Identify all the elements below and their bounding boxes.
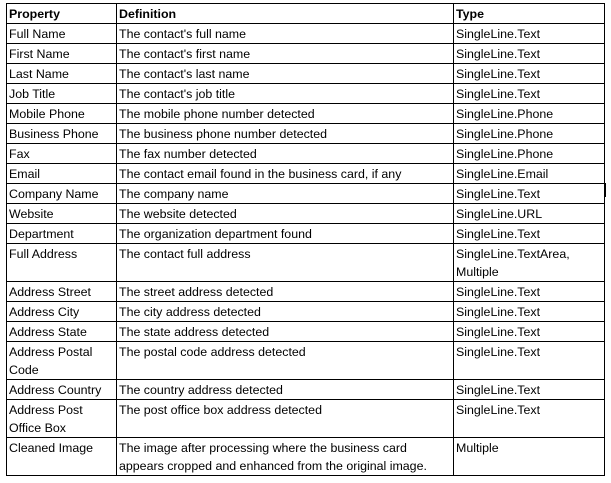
cell-definition: The city address detected <box>117 302 454 322</box>
cell-property: Address City <box>7 302 117 322</box>
cell-property: Business Phone <box>7 124 117 144</box>
cell-type: SingleLine.Phone <box>454 104 605 124</box>
table-row <box>7 124 605 144</box>
cell-definition: The fax number detected <box>117 144 454 164</box>
table-row <box>7 144 605 164</box>
table-row <box>7 322 605 342</box>
table-row <box>7 184 605 204</box>
cell-property: Address Country <box>7 380 117 400</box>
cell-property: Department <box>7 224 117 244</box>
cell-type: SingleLine.Text <box>454 282 605 302</box>
properties-table <box>6 3 605 476</box>
cell-definition: The contact's first name <box>117 44 454 64</box>
cell-type: SingleLine.Text <box>454 84 605 104</box>
cell-property: Mobile Phone <box>7 104 117 124</box>
header-definition: Definition <box>117 4 454 24</box>
cell-type: SingleLine.Text <box>454 24 605 44</box>
cell-type: SingleLine.Email <box>454 164 605 184</box>
cell-property: Address Street <box>7 282 117 302</box>
table-row <box>7 400 605 438</box>
cell-type: SingleLine.URL <box>454 204 605 224</box>
cell-property: Last Name <box>7 64 117 84</box>
cell-definition: The contact's last name <box>117 64 454 84</box>
cell-type: SingleLine.TextArea, Multiple <box>454 244 605 282</box>
cell-definition: The postal code address detected <box>117 342 454 380</box>
table-row <box>7 302 605 322</box>
table-row <box>7 44 605 64</box>
cell-property: First Name <box>7 44 117 64</box>
table-row <box>7 84 605 104</box>
table-row <box>7 438 605 476</box>
cell-property: Job Title <box>7 84 117 104</box>
table-row <box>7 104 605 124</box>
cell-definition: The state address detected <box>117 322 454 342</box>
table-row <box>7 282 605 302</box>
cell-definition: The contact's job title <box>117 84 454 104</box>
header-property: Property <box>7 4 117 24</box>
cell-type: Multiple <box>454 438 605 476</box>
cell-property: Email <box>7 164 117 184</box>
table-row <box>7 224 605 244</box>
cell-definition: The contact email found in the business card, if any <box>117 164 454 184</box>
table-row <box>7 204 605 224</box>
cell-property: Address State <box>7 322 117 342</box>
table-row <box>7 164 605 184</box>
table-row <box>7 244 605 282</box>
cell-type: SingleLine.Text <box>454 302 605 322</box>
cell-type: SingleLine.Text <box>454 400 605 438</box>
cell-type: SingleLine.Text <box>454 224 605 244</box>
cell-type: SingleLine.Phone <box>454 144 605 164</box>
table-row <box>7 24 605 44</box>
header-type: Type <box>454 4 605 24</box>
cell-definition: The organization department found <box>117 224 454 244</box>
cell-type: SingleLine.Text <box>454 44 605 64</box>
cell-type: SingleLine.Phone <box>454 124 605 144</box>
cell-property: Address Postal Code <box>7 342 117 380</box>
cell-type: SingleLine.Text <box>454 322 605 342</box>
cell-property: Fax <box>7 144 117 164</box>
cell-definition: The street address detected <box>117 282 454 302</box>
cell-property: Company Name <box>7 184 117 204</box>
cell-type: SingleLine.Text <box>454 184 605 204</box>
cell-property: Website <box>7 204 117 224</box>
table-header-row <box>7 4 605 24</box>
cell-definition: The business phone number detected <box>117 124 454 144</box>
cell-definition: The image after processing where the business card appears cropped and enhanced from the original image. <box>117 438 454 476</box>
cell-definition: The contact's full name <box>117 24 454 44</box>
cell-definition: The contact full address <box>117 244 454 282</box>
cell-definition: The company name <box>117 184 454 204</box>
text-cursor <box>605 183 606 197</box>
table-row <box>7 380 605 400</box>
cell-definition: The mobile phone number detected <box>117 104 454 124</box>
cell-definition: The post office box address detected <box>117 400 454 438</box>
cell-type: SingleLine.Text <box>454 342 605 380</box>
cell-property: Address Post Office Box <box>7 400 117 438</box>
cell-type: SingleLine.Text <box>454 380 605 400</box>
cell-property: Full Address <box>7 244 117 282</box>
cell-definition: The country address detected <box>117 380 454 400</box>
cell-property: Full Name <box>7 24 117 44</box>
table-row <box>7 64 605 84</box>
cell-property: Cleaned Image <box>7 438 117 476</box>
cell-definition: The website detected <box>117 204 454 224</box>
table-row <box>7 342 605 380</box>
cell-type: SingleLine.Text <box>454 64 605 84</box>
